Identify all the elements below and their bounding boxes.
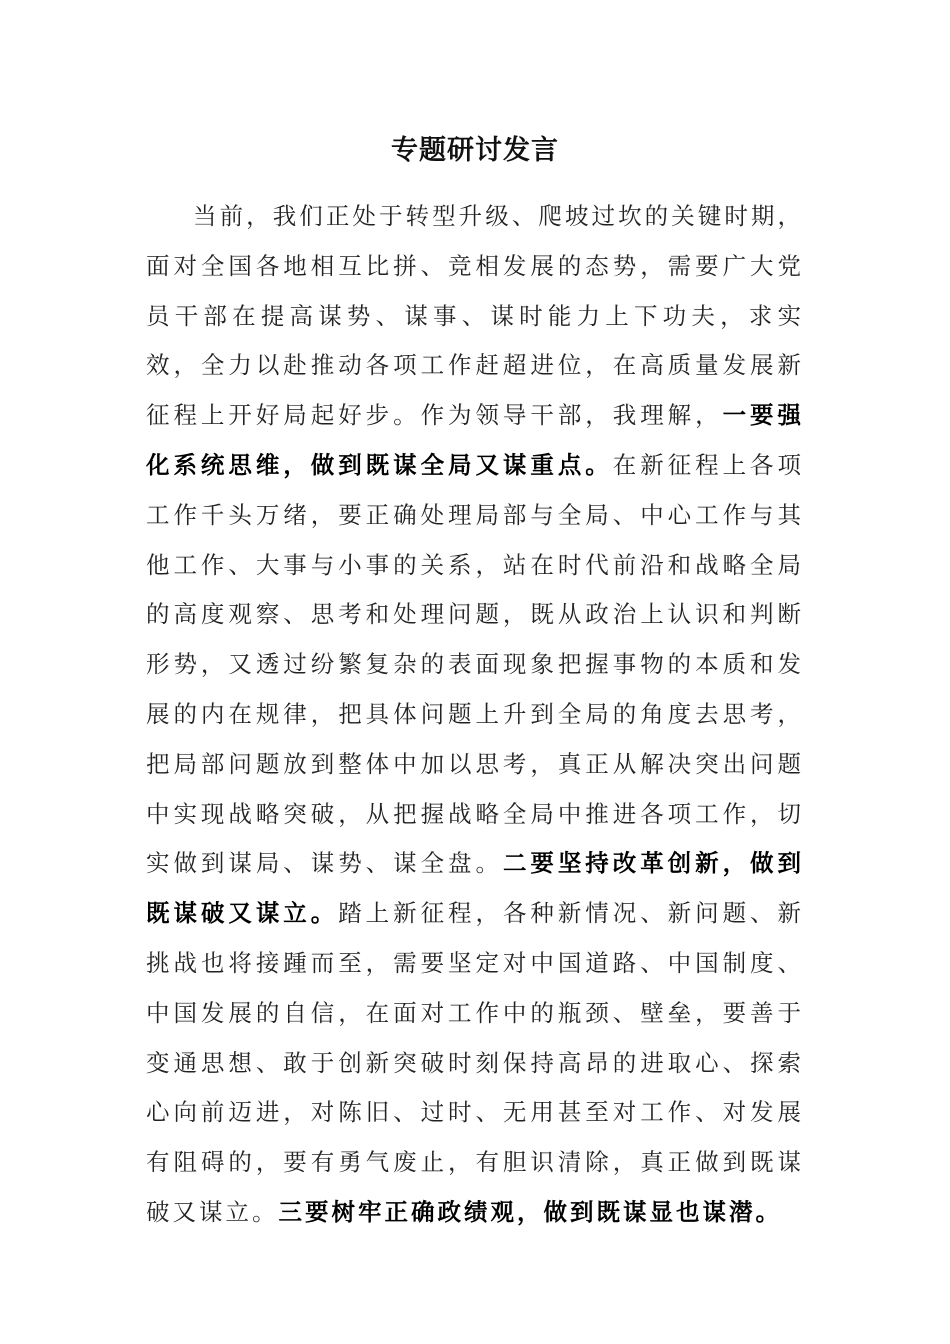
paragraph-text-intro: 当前，我们正处于转型升级、爬坡过坎的关键时期，面对全国各地相互比拼、竞相发展的态势，需要广大党员干部在提高谋势、谋事、谋时能力上下功夫，求实效，全力以赴推动各项工作赶超进位，在高质量发展新征程上开好局起好步。作为领导干部，我理解， bbox=[146, 202, 804, 430]
bold-point-one: 一要强化系统思维，做到既谋全局又谋重点。 bbox=[146, 401, 805, 479]
bold-point-two: 二要坚持改革创新，做到既谋破又谋立。 bbox=[146, 849, 805, 928]
paragraph-text-point-one: 在新征程上各项工作千头万绪，要正确处理局部与全局、中心工作与其他工作、大事与小事的关系，站在时代前沿和战略全局的高度观察、思考和处理问题，既从政治上认识和判断形势，又透过纷繁复杂的表面现象把握事物的本质和发展的内在规律，把具体问题上升到全局的角度去思考，把局部问题放到整体中加以思考，真正从解决突出问题中实现战略突破，从把握战略全局中推进各项工作，切实做到谋局、谋势、谋全盘。 bbox=[146, 450, 805, 878]
paragraph-text-point-two: 踏上新征程，各种新情况、新问题、新挑战也将接踵而至，需要坚定对中国道路、中国制度、中国发展的自信，在面对工作中的瓶颈、壁垒，要善于变通思想、敢于创新突破时刻保持高昂的进取心、探索心向前迈进，对陈旧、过时、无用甚至对工作、对发展有阻碍的，要有勇气废止，有胆识清除，真正做到既谋破又谋立。 bbox=[146, 899, 805, 1226]
document-title: 专题研讨发言 bbox=[391, 135, 559, 166]
bold-point-three: 三要树牢正确政绩观，做到既谋显也谋潜。 bbox=[278, 1197, 782, 1226]
body-paragraph bbox=[146, 192, 804, 1238]
